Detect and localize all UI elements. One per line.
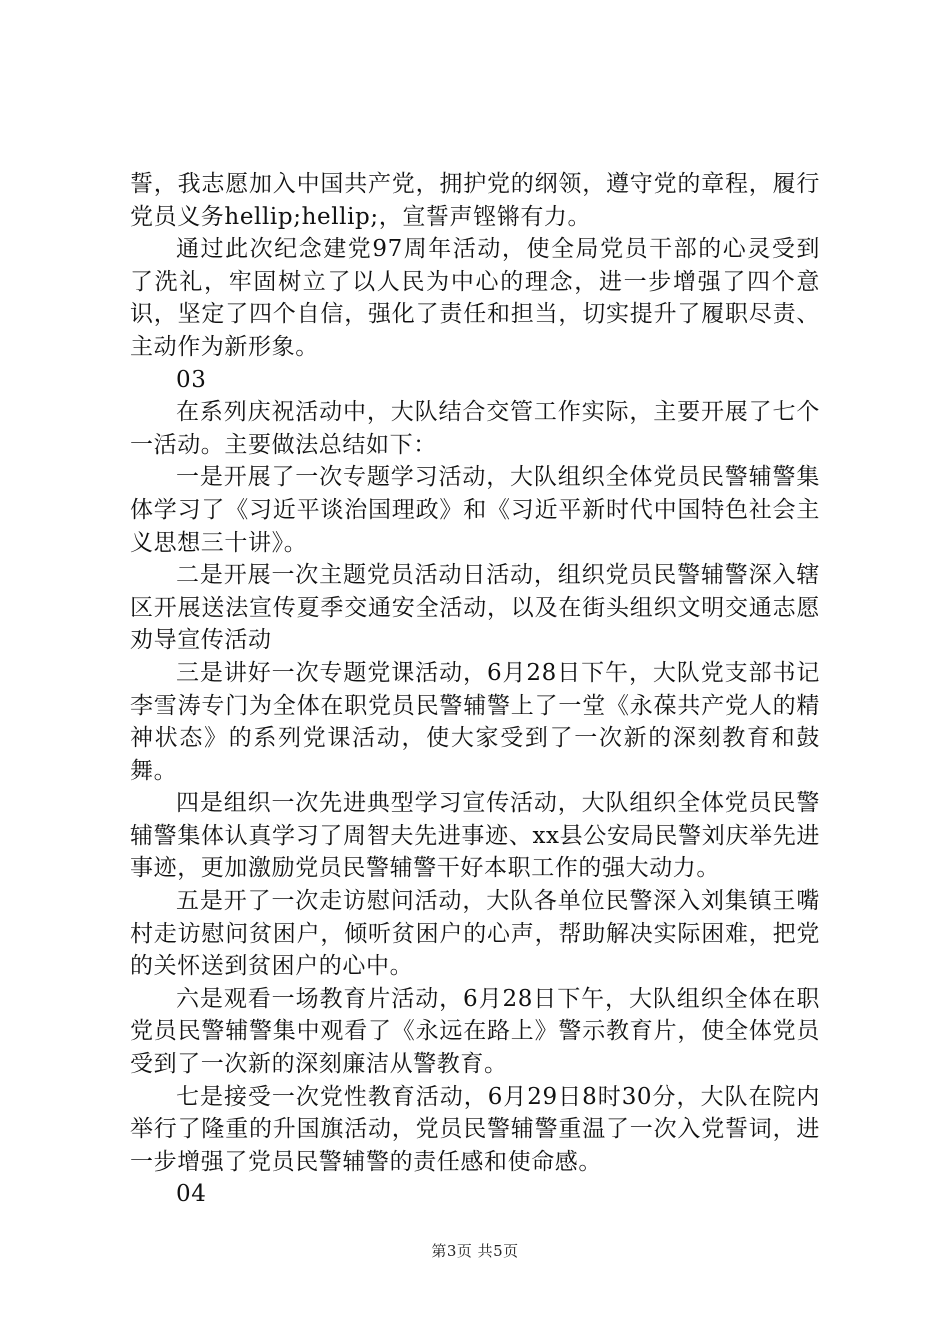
paragraph-activity-2: 二是开展一次主题党员活动日活动，组织党员民警辅警深入辖区开展送法宣传夏季交通安全活动，以及在街头组织文明交通志愿劝导宣传活动 — [130, 562, 820, 654]
paragraph-summary: 通过此次纪念建党97周年活动，使全局党员干部的心灵受到了洗礼，牢固树立了以人民为中心的理念，进一步增强了四个意识，坚定了四个自信，强化了责任和担当，切实提升了履职尽责、主动作为新形象。 — [130, 236, 820, 360]
page-footer: 第3页 共5页 — [431, 1242, 519, 1260]
paragraph-activities-intro: 在系列庆祝活动中，大队结合交管工作实际，主要开展了七个一活动。主要做法总结如下： — [130, 399, 820, 458]
paragraph-oath-end: 誓，我志愿加入中国共产党，拥护党的纲领，遵守党的章程，履行党员义务hellip;hellip;，宣誓声铿锵有力。 — [130, 171, 820, 230]
section-number-04: 04 — [176, 1181, 207, 1208]
section-number-03: 03 — [176, 366, 207, 393]
paragraph-activity-5: 五是开了一次走访慰问活动，大队各单位民警深入刘集镇王嘴村走访慰问贫困户，倾听贫困户的心声，帮助解决实际困难，把党的关怀送到贫困户的心中。 — [130, 888, 820, 980]
paragraph-activity-3: 三是讲好一次专题党课活动，6月28日下午，大队党支部书记李雪涛专门为全体在职党员民警辅警上了一堂《永葆共产党人的精神状态》的系列党课活动，使大家受到了一次新的深刻教育和鼓舞。 — [130, 659, 820, 784]
paragraph-activity-1: 一是开展了一次专题学习活动，大队组织全体党员民警辅警集体学习了《习近平谈治国理政》和《习近平新时代中国特色社会主义思想三十讲》。 — [130, 464, 820, 556]
paragraph-activity-7: 七是接受一次党性教育活动，6月29日8时30分，大队在院内举行了隆重的升国旗活动，党员民警辅警重温了一次入党誓词，进一步增强了党员民警辅警的责任感和使命感。 — [130, 1083, 820, 1175]
paragraph-activity-4: 四是组织一次先进典型学习宣传活动，大队组织全体党员民警辅警集体认真学习了周智夫先进事迹、xx县公安局民警刘庆举先进事迹，更加激励党员民警辅警干好本职工作的强大动力。 — [130, 790, 820, 882]
paragraph-activity-6: 六是观看一场教育片活动，6月28日下午，大队组织全体在职党员民警辅警集中观看了《永远在路上》警示教育片，使全体党员受到了一次新的深刻廉洁从警教育。 — [130, 985, 820, 1078]
document-body — [130, 168, 820, 1211]
